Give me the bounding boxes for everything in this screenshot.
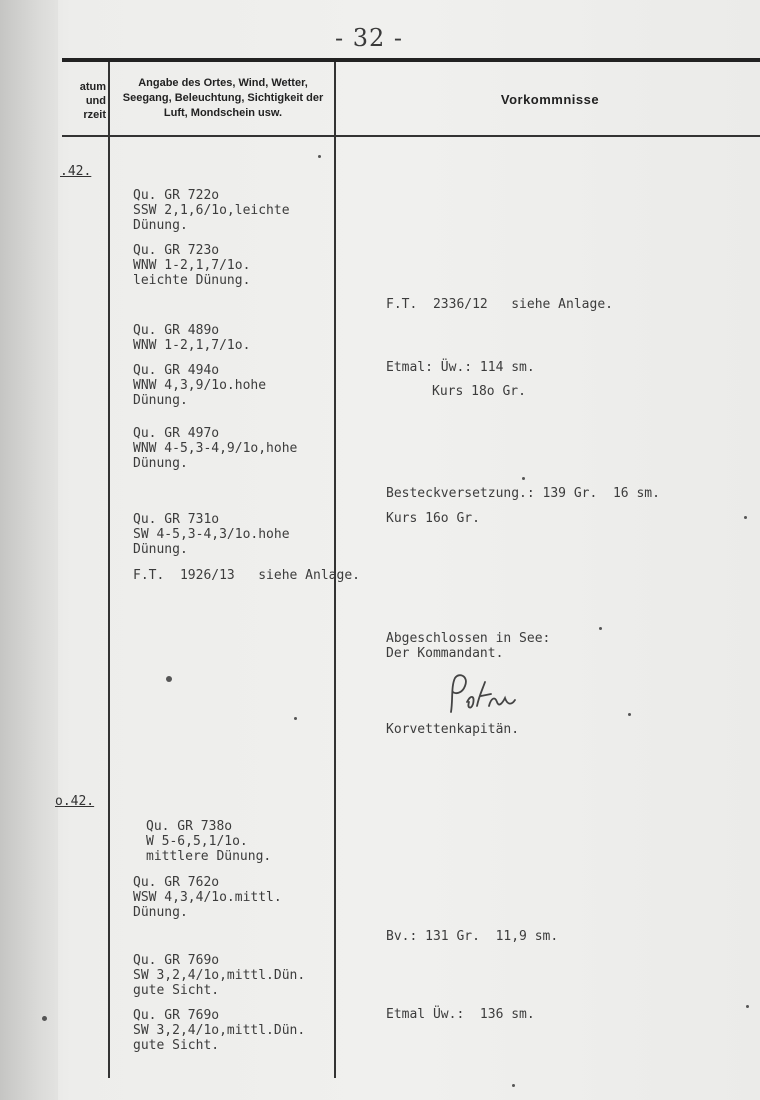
scan-speck [599,627,602,630]
closing-statement: Abgeschlossen in See: Der Kommandant. [386,631,551,661]
header-events: Vorkommnisse [500,92,600,107]
table-top-rule [62,58,760,62]
event-course: Kurs 18o Gr. [432,384,526,399]
header-date-line1: atum [79,81,106,93]
log-entry-position: Qu. GR 723o WNW 1-2,1,7/1o. leichte Dünung. [133,243,251,288]
column-divider-1 [108,62,110,1078]
scan-speck [42,1016,47,1021]
page-edge-shadow [0,0,58,1100]
header-date-line3: rzeit [83,109,106,121]
commander-signature [445,672,525,716]
event-daily-run: Etmal Üw.: 136 sm. [386,1007,535,1022]
scan-speck [512,1084,515,1087]
page-number: - 32 - [335,24,404,52]
log-entry-position: Qu. GR 769o SW 3,2,4/1o,mittl.Dün. gute Sicht. [133,1008,306,1053]
scan-speck [628,713,631,716]
event-daily-run: Etmal: Üw.: 114 sm. [386,360,535,375]
scan-speck [744,516,747,519]
scan-speck [522,477,525,480]
log-entry-position: Qu. GR 762o WSW 4,3,4/1o.mittl. Dünung. [133,875,282,920]
header-date-line2: und [85,95,106,107]
event-course: Kurs 16o Gr. [386,511,480,526]
scan-speck [318,155,321,158]
log-entry-position: Qu. GR 489o WNW 1-2,1,7/1o. [133,323,251,353]
log-entry-radio-message: F.T. 1926/13 siehe Anlage. [133,568,360,583]
date-entry: o.42. [55,794,95,809]
log-entry-position: Qu. GR 497o WNW 4-5,3-4,9/1o,hohe Dünung. [133,426,298,471]
scan-speck [294,717,297,720]
header-location-weather: Angabe des Ortes, Wind, Wetter, Seegang, Beleuchtung, Sichtigkeit der Luft, Mondschein usw. [122,77,324,119]
header-bottom-rule [62,135,760,137]
event-position-offset: Bv.: 131 Gr. 11,9 sm. [386,929,559,944]
header-date-time [50,80,106,122]
commander-rank: Korvettenkapitän. [386,722,520,737]
log-entry-position: Qu. GR 769o SW 3,2,4/1o,mittl.Dün. gute Sicht. [133,953,306,998]
log-entry-position: Qu. GR 731o SW 4-5,3-4,3/1o.hohe Dünung. [133,512,290,557]
date-entry: .42. [60,164,92,179]
event-position-offset: Besteckversetzung.: 139 Gr. 16 sm. [386,486,660,501]
log-entry-position: Qu. GR 494o WNW 4,3,9/1o.hohe Dünung. [133,363,267,408]
event-radio-message: F.T. 2336/12 siehe Anlage. [386,297,613,312]
log-entry-position: Qu. GR 722o SSW 2,1,6/1o,leichte Dünung. [133,188,290,233]
scan-speck [166,676,172,682]
scan-speck [746,1005,749,1008]
log-entry-position: Qu. GR 738o W 5-6,5,1/1o. mittlere Dünung. [146,819,272,864]
